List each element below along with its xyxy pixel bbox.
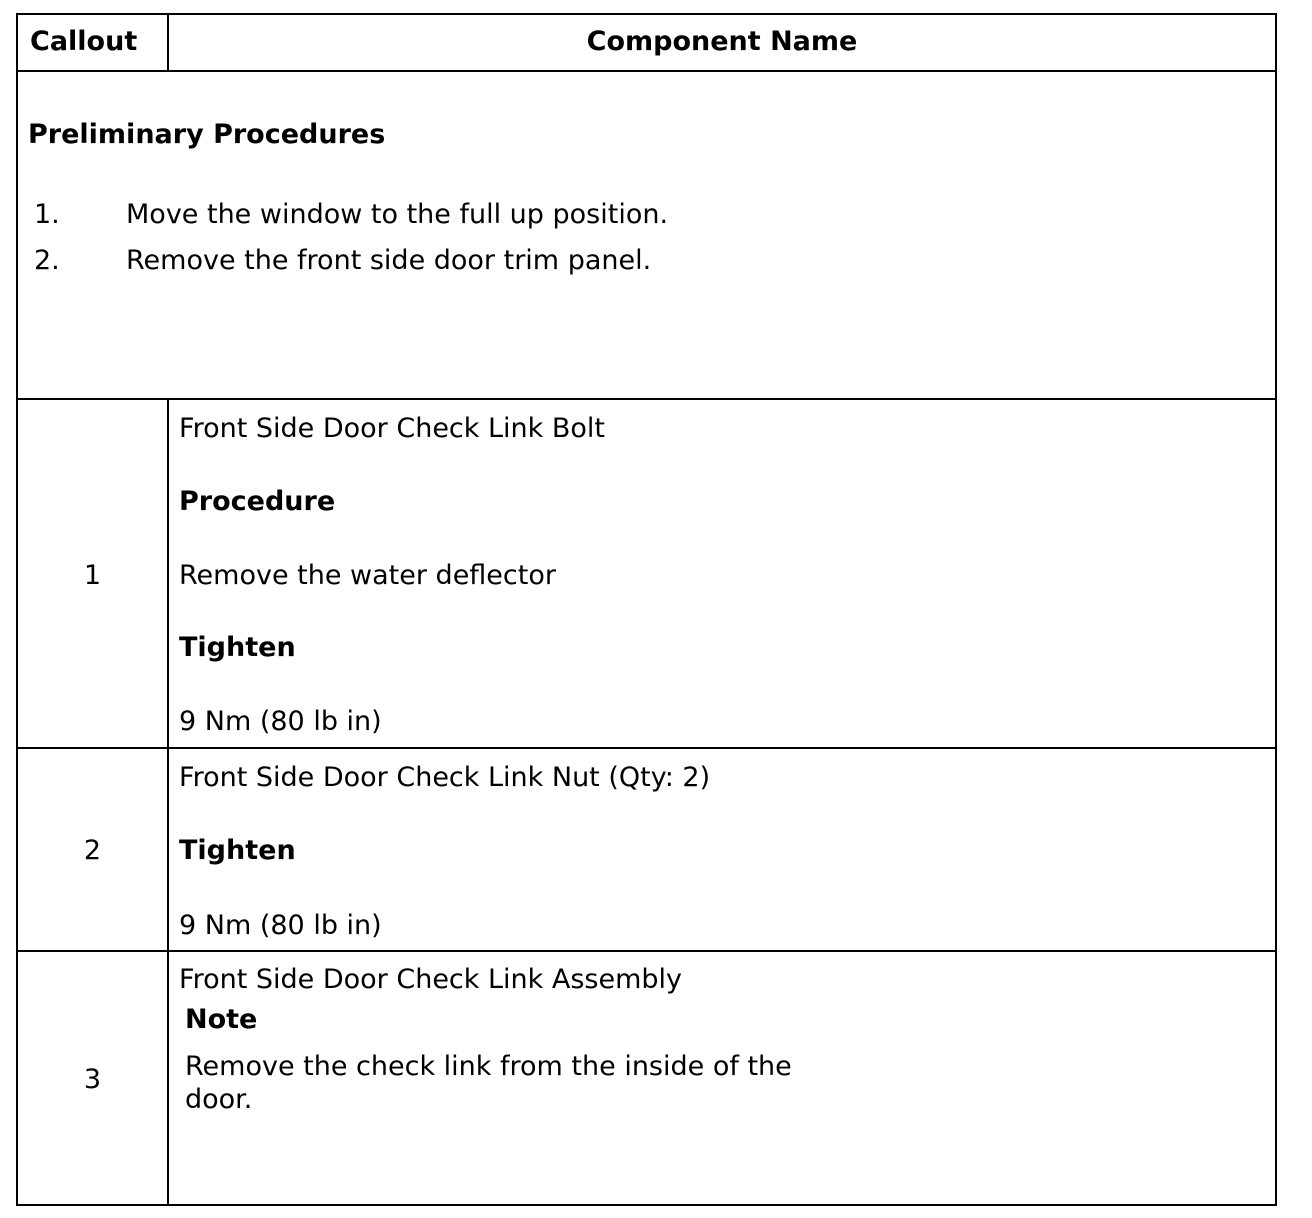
body-column-divider — [167, 398, 169, 1206]
row-1-torque-value: 9 Nm (80 lb in) — [179, 706, 382, 737]
row-1-procedure-label: Procedure — [179, 486, 336, 517]
step-1-text: Move the window to the full up position. — [126, 199, 669, 230]
row-1-component-name: Front Side Door Check Link Bolt — [179, 413, 606, 444]
step-2-text: Remove the front side door trim panel. — [126, 245, 652, 276]
row-3-callout: 3 — [83, 1064, 102, 1095]
row-3-component-name: Front Side Door Check Link Assembly — [179, 964, 683, 995]
row-3-note-label: Note — [185, 1004, 258, 1035]
row-3-note-text-line-1: Remove the check link from the inside of the — [185, 1051, 792, 1082]
row-2-callout: 2 — [83, 835, 102, 866]
callout-column-header: Callout — [30, 26, 138, 57]
procedure-table — [16, 13, 1277, 1206]
preliminary-procedures-title: Preliminary Procedures — [28, 119, 386, 150]
step-1-number: 1. — [34, 199, 60, 230]
component-name-column-header: Component Name — [586, 26, 858, 57]
header-divider — [18, 70, 1275, 72]
row-3-note-text-line-2: door. — [185, 1084, 253, 1115]
preliminary-divider — [18, 398, 1275, 400]
row-1-divider — [18, 747, 1275, 749]
row-1-callout: 1 — [83, 560, 102, 591]
row-1-tighten-label: Tighten — [179, 632, 296, 663]
row-2-divider — [18, 950, 1275, 952]
row-1-procedure-text: Remove the water deflector — [179, 560, 556, 591]
row-2-tighten-label: Tighten — [179, 835, 296, 866]
row-2-torque-value: 9 Nm (80 lb in) — [179, 910, 382, 941]
row-2-component-name: Front Side Door Check Link Nut (Qty: 2) — [179, 762, 711, 793]
step-2-number: 2. — [34, 245, 60, 276]
